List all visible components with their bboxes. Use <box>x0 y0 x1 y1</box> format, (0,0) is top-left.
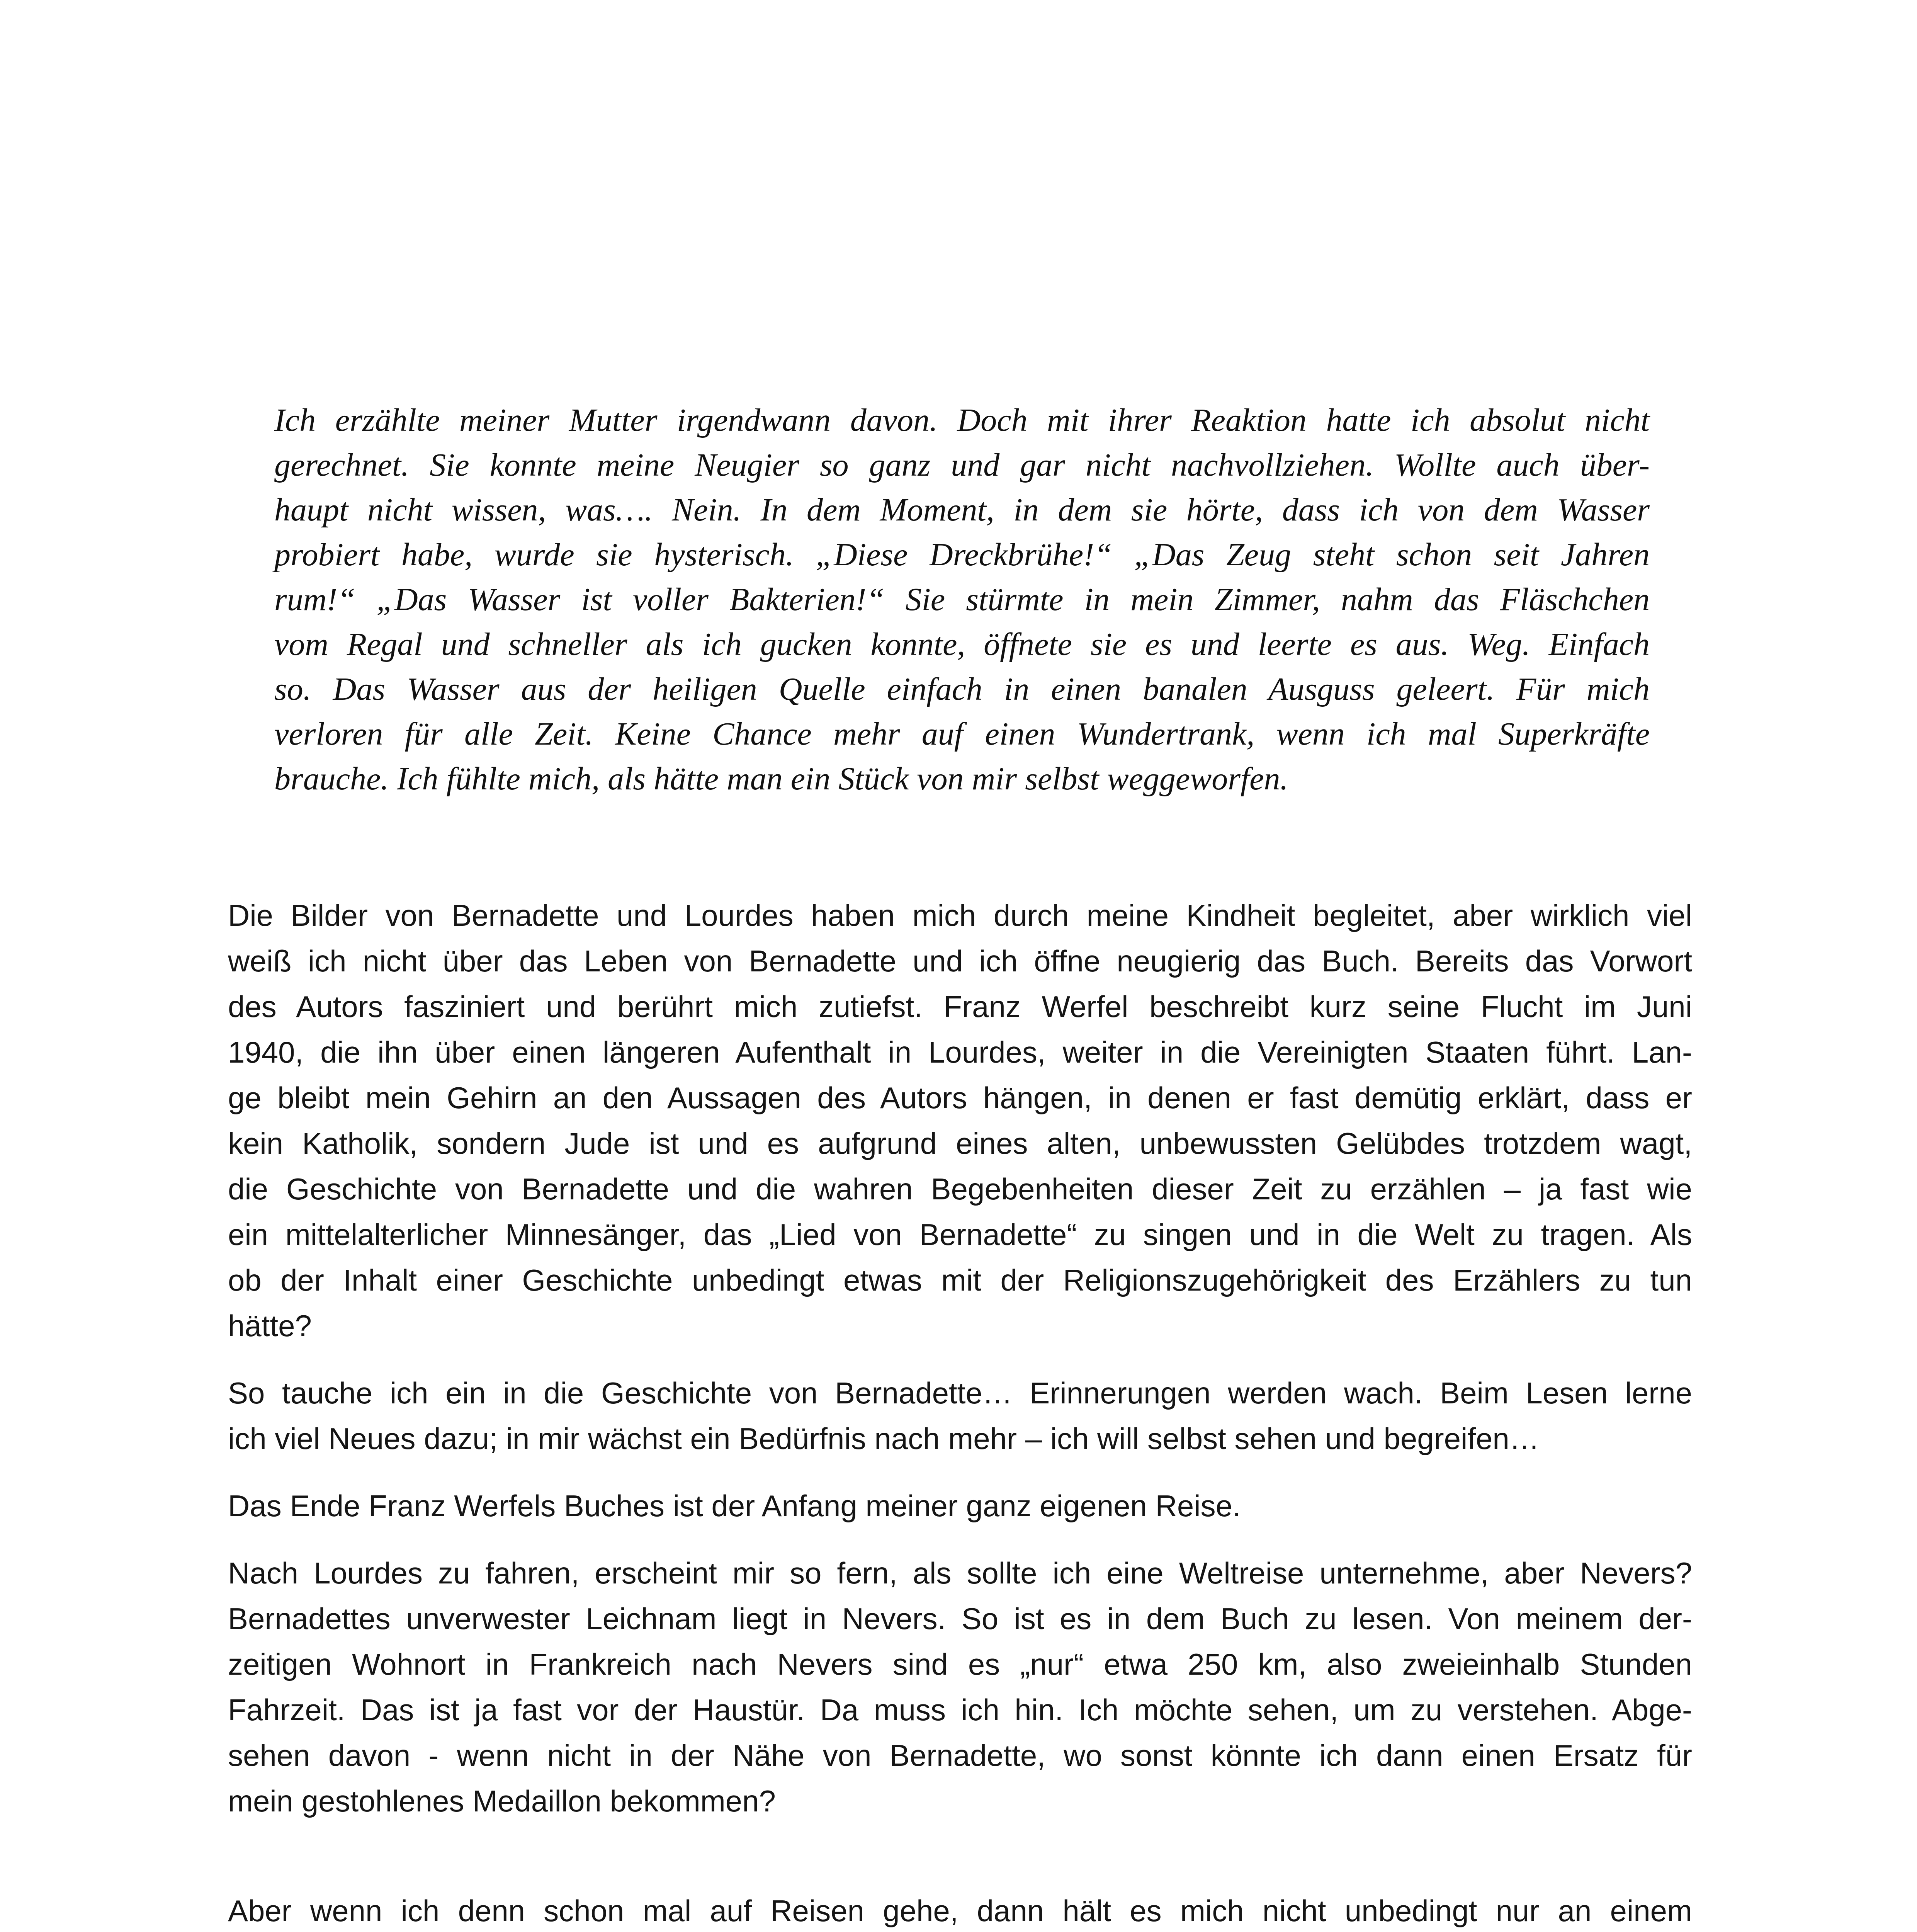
text-line: Aber wenn ich denn schon mal auf Reisen gehe, dann hält es mich nicht unbedingt nur an einem <box>228 1894 1692 1928</box>
paragraph-journey-start <box>228 1483 1692 1529</box>
quote-line: probiert habe, wurde sie hysterisch. „Diese Dreckbrühe!“ „Das Zeug steht schon seit Jahren <box>274 537 1650 573</box>
text-line: hätte? <box>228 1309 312 1343</box>
quote-line: rum!“ „Das Wasser ist voller Bakterien!“ Sie stürmte in mein Zimmer, nahm das Fläschchen <box>274 582 1650 617</box>
quote-line: Ich erzählte meiner Mutter irgendwann davon. Doch mit ihrer Reaktion hatte ich absolut nicht <box>274 402 1650 438</box>
text-line: mein gestohlenes Medaillon bekommen? <box>228 1784 776 1818</box>
quote-line: brauche. Ich fühlte mich, als hätte man ein Stück von mir selbst weggeworfen. <box>274 761 1288 797</box>
text-line: Die Bilder von Bernadette und Lourdes haben mich durch meine Kindheit begleitet, aber wirklich viel <box>228 898 1692 932</box>
paragraph-travels <box>228 1888 1692 1932</box>
text-line: ich viel Neues dazu; in mir wächst ein Bedürfnis nach mehr – ich will selbst sehen und begreifen… <box>228 1422 1540 1456</box>
text-line: ge bleibt mein Gehirn an den Aussagen des Autors hängen, in denen er fast demütig erklärt, dass er <box>228 1081 1692 1115</box>
quote-line: haupt nicht wissen, was…. Nein. In dem Moment, in dem sie hörte, dass ich von dem Wasser <box>274 492 1650 528</box>
text-line: Bernadettes unverwester Leichnam liegt in Nevers. So ist es in dem Buch zu lesen. Von meinem der- <box>228 1602 1692 1636</box>
italic-quote-block <box>274 398 1650 801</box>
quote-line: verloren für alle Zeit. Keine Chance mehr auf einen Wundertrank, wenn ich mal Superkräfte <box>274 716 1650 752</box>
paragraph-nevers <box>228 1550 1692 1824</box>
text-line: sehen davon - wenn nicht in der Nähe von Bernadette, wo sonst könnte ich dann einen Ersatz für <box>228 1738 1692 1772</box>
body-text <box>228 893 1692 1932</box>
quote-line: gerechnet. Sie konnte meine Neugier so ganz und gar nicht nachvollziehen. Wollte auch über- <box>274 447 1650 483</box>
text-line: weiß ich nicht über das Leben von Bernadette und ich öffne neugierig das Buch. Bereits das Vorwort <box>228 944 1692 978</box>
quote-line: vom Regal und schneller als ich gucken konnte, öffnete sie es und leerte es aus. Weg. Einfach <box>274 626 1650 662</box>
text-line: die Geschichte von Bernadette und die wahren Begebenheiten dieser Zeit zu erzählen – ja fast wie <box>228 1172 1692 1206</box>
text-line: Das Ende Franz Werfels Buches ist der Anfang meiner ganz eigenen Reise. <box>228 1489 1241 1523</box>
text-line: kein Katholik, sondern Jude ist und es aufgrund eines alten, unbewussten Gelübdes trotzdem wagt, <box>228 1126 1692 1160</box>
paragraph-bernadette-book <box>228 893 1692 1349</box>
text-line: zeitigen Wohnort in Frankreich nach Nevers sind es „nur“ etwa 250 km, also zweieinhalb Stunden <box>228 1647 1692 1681</box>
text-line: 1940, die ihn über einen längeren Aufenthalt in Lourdes, weiter in die Vereinigten Staaten führt. Lan- <box>228 1035 1692 1069</box>
paragraph-gap <box>228 1845 1692 1888</box>
text-line: So tauche ich ein in die Geschichte von Bernadette… Erinnerungen werden wach. Beim Lesen lerne <box>228 1376 1692 1410</box>
text-line: ein mittelalterlicher Minnesänger, das „Lied von Bernadette“ zu singen und in die Welt zu tragen. Als <box>228 1218 1692 1252</box>
text-line: Nach Lourdes zu fahren, erscheint mir so fern, als sollte ich eine Weltreise unternehme, aber Nevers? <box>228 1556 1692 1590</box>
text-line: ob der Inhalt einer Geschichte unbedingt etwas mit der Religionszugehörigkeit des Erzählers zu tun <box>228 1263 1692 1297</box>
quote-line: so. Das Wasser aus der heiligen Quelle einfach in einen banalen Ausguss geleert. Für mich <box>274 671 1650 707</box>
paragraph-memories <box>228 1370 1692 1461</box>
text-line: Fahrzeit. Das ist ja fast vor der Haustür. Da muss ich hin. Ich möchte sehen, um zu verstehen. Abge- <box>228 1693 1692 1727</box>
text-line: des Autors fasziniert und berührt mich zutiefst. Franz Werfel beschreibt kurz seine Flucht im Juni <box>228 990 1692 1024</box>
